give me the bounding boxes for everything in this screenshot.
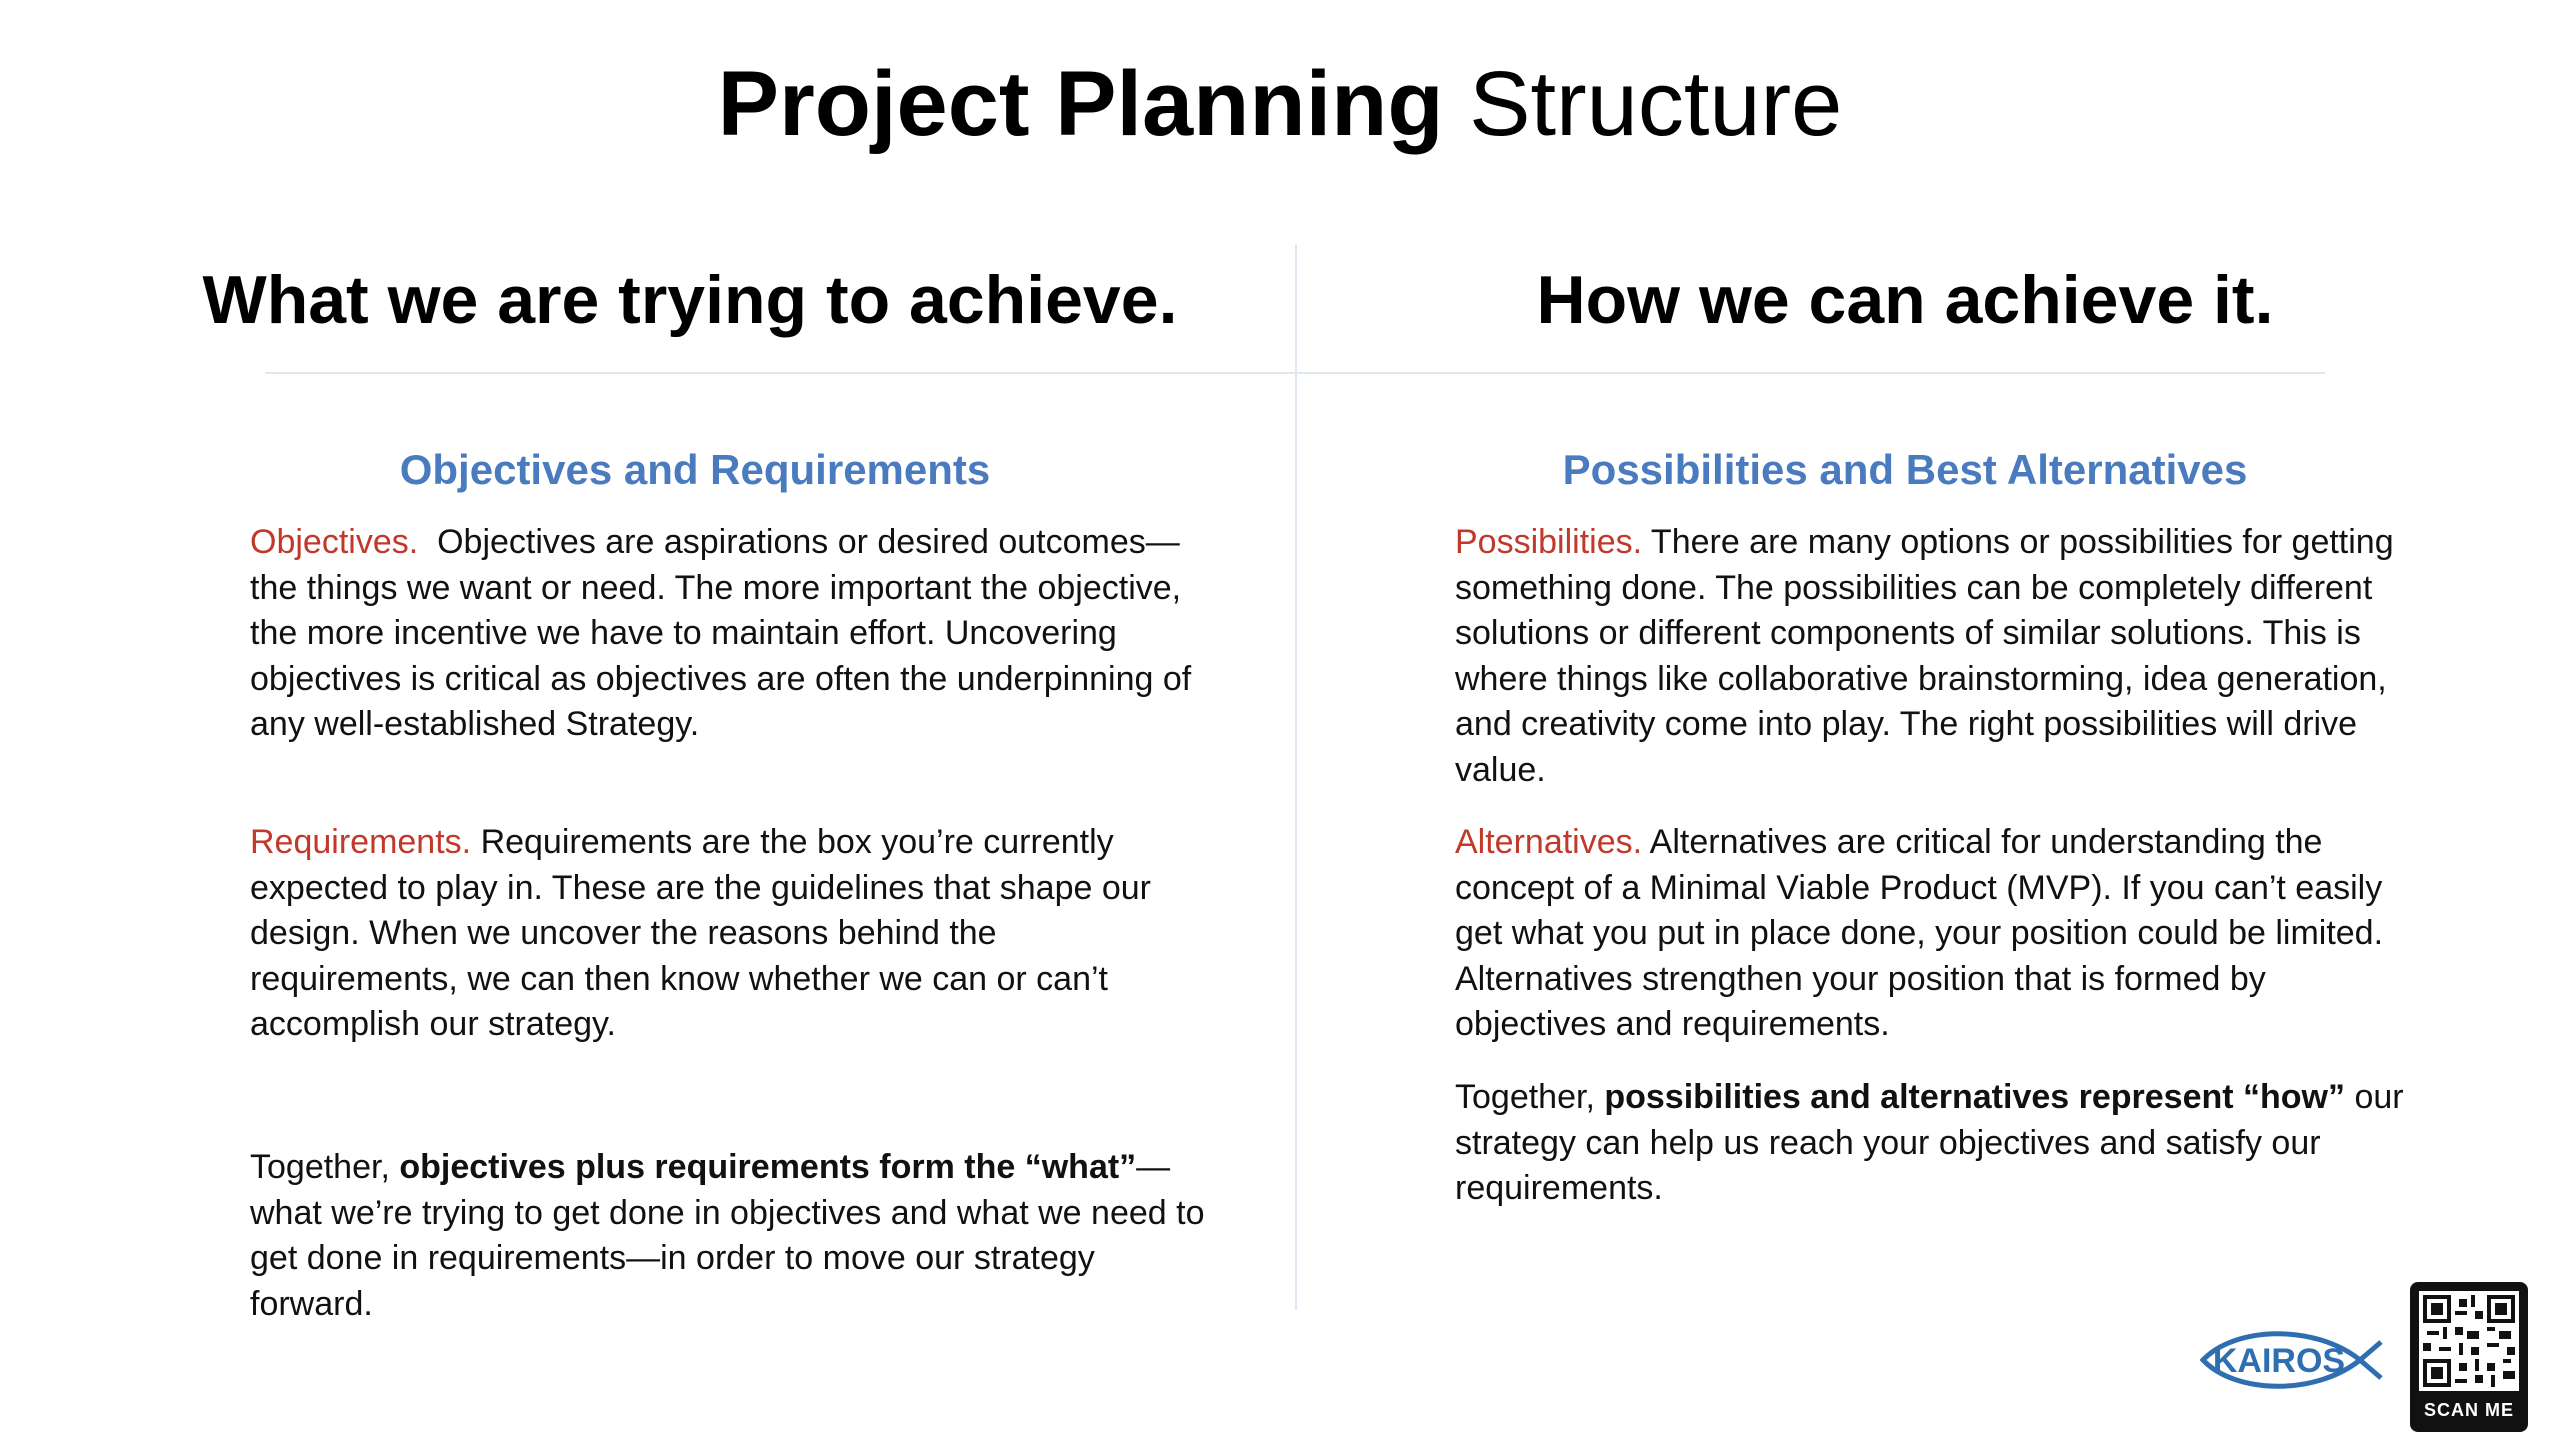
page-title-bold: Project Planning xyxy=(717,53,1444,155)
kairos-fish-logo xyxy=(2195,1320,2385,1400)
right-together-bold: possibilities and alternatives represent “how” xyxy=(1604,1078,2346,1116)
qr-scan-label: SCAN ME xyxy=(2423,1400,2514,1420)
vertical-divider xyxy=(1295,245,1297,1310)
left-together-paragraph xyxy=(250,1145,1210,1327)
alternatives-term: Alternatives. xyxy=(1455,823,1643,861)
requirements-term: Requirements. xyxy=(250,823,472,861)
possibilities-paragraph xyxy=(1455,520,2415,793)
left-subheading: Objectives and Requirements xyxy=(399,446,991,493)
right-together-rest: our strategy can help us reach your objectives and satisfy our requirements. xyxy=(1455,1078,2404,1207)
requirements-paragraph xyxy=(250,820,1210,1048)
left-column-heading: What we are trying to achieve. xyxy=(202,262,1178,338)
objectives-term: Objectives. xyxy=(250,523,419,561)
right-together-lead: Together, xyxy=(1455,1078,1595,1116)
left-together-bold: objectives plus requirements form the “what” xyxy=(399,1148,1137,1186)
requirements-text: Requirements are the box you’re currently expected to play in. These are the guidelines that shape our design. When we uncover the reasons behind the requirements, we can then know whether we can or can’t accomplish our strategy. xyxy=(250,823,1151,1043)
page-title-regular: Structure xyxy=(1469,53,1843,155)
objectives-text: Objectives are aspirations or desired outcomes—the things we want or need. The more important the objective, the more incentive we have to maintain effort. Uncovering objectives is critical as objectives are often the underpinning of any well-established Strategy. xyxy=(250,523,1192,743)
left-together-rest: —what we’re trying to get done in objectives and what we need to get done in requirements—in order to move our strategy forward. xyxy=(250,1148,1205,1323)
right-subheading: Possibilities and Best Alternatives xyxy=(1562,446,2248,493)
objectives-paragraph xyxy=(250,520,1210,748)
left-together-lead: Together, xyxy=(250,1148,390,1186)
possibilities-term: Possibilities. xyxy=(1455,523,1643,561)
page-title xyxy=(0,48,2560,160)
horizontal-divider xyxy=(265,372,2325,374)
right-together-paragraph xyxy=(1455,1075,2415,1212)
right-column-heading: How we can achieve it. xyxy=(1536,262,2274,338)
qr-code-icon xyxy=(2419,1291,2519,1391)
qr-code-card[interactable] xyxy=(2410,1282,2528,1432)
logo-text: KAIROS xyxy=(2212,1342,2346,1380)
possibilities-text: There are many options or possibilities for getting something done. The possibilities can be completely different solutions or different components of similar solutions. This is where things like collaborative brainstorming, idea generation, and creativity come into play. The right possibilities will drive value. xyxy=(1455,523,2394,789)
alternatives-paragraph xyxy=(1455,820,2415,1048)
alternatives-text: Alternatives are critical for understanding the concept of a Minimal Viable Product (MVP). If you can’t easily get what you put in place done, your position could be limited. Alternatives strengthen your position that is formed by objectives and requirements. xyxy=(1455,823,2384,1043)
